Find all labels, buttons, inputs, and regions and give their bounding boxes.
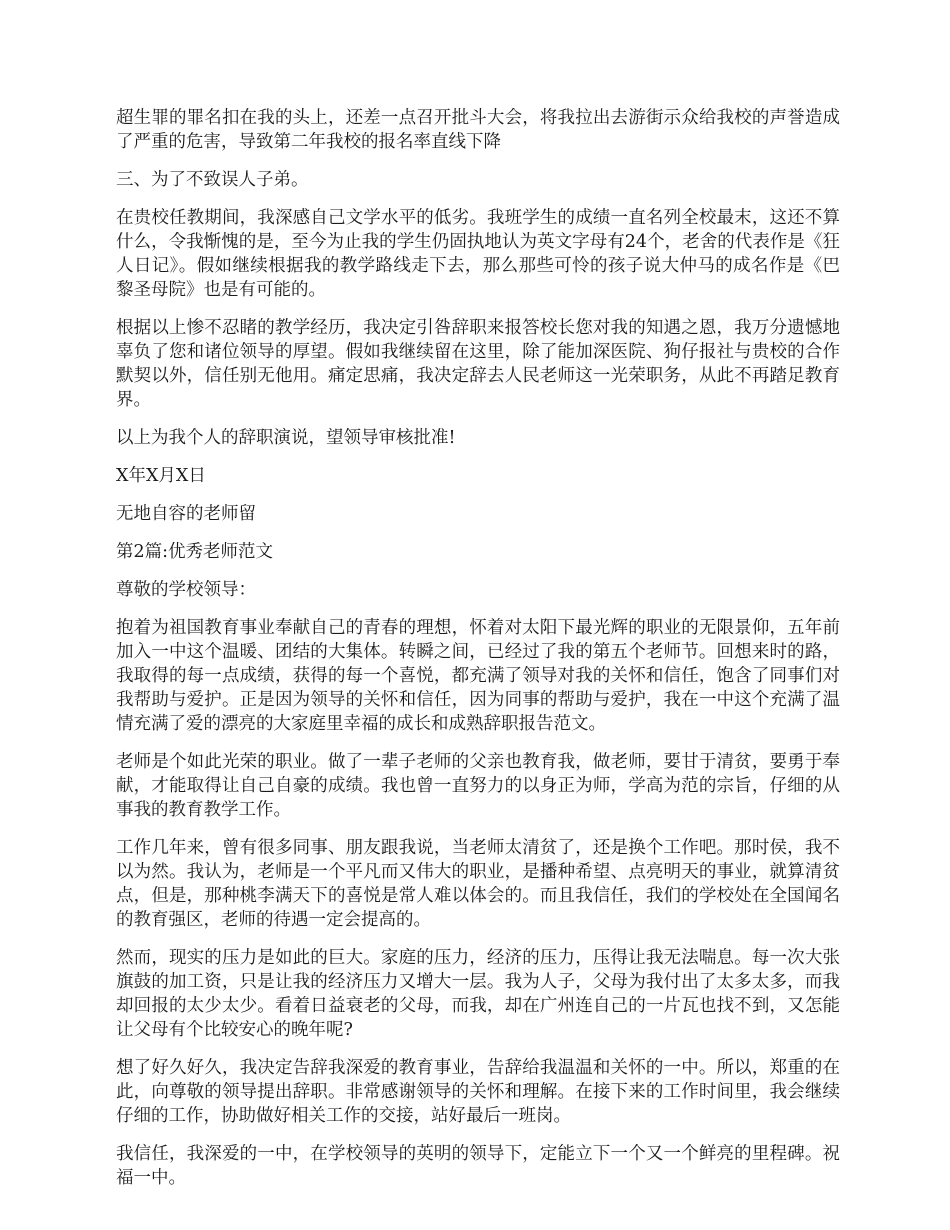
document-body bbox=[116, 106, 840, 1204]
date-line: X年X月X日 bbox=[116, 466, 206, 486]
paragraph: 老师是个如此光荣的职业。做了一辈子老师的父亲也教育我，做老师，要甘于清贫，要勇于奉献，才能取得让自己自豪的成绩。我也曾一直努力的以身正为师，学高为范的宗旨，仔细的从事我的教育教学工作。 bbox=[116, 752, 840, 820]
signature-line: 无地自容的老师留 bbox=[116, 504, 256, 524]
paragraph: 工作几年来，曾有很多同事、朋友跟我说，当老师太清贫了，还是换个工作吧。那时侯，我不以为然。我认为，老师是一个平凡而又伟大的职业，是播种希望、点亮明天的事业，就算清贫点，但是，那种桃李满天下的喜悦是常人难以体会的。而且我信任，我们的学校处在全国闻名的教育强区，老师的待遇一定会提高的。 bbox=[116, 838, 840, 930]
article-title: 第2篇:优秀老师范文 bbox=[116, 542, 274, 562]
paragraph: 在贵校任教期间，我深感自己文学水平的低劣。我班学生的成绩一直名列全校最末，这还不算什么，令我惭愧的是，至今为止我的学生仍固执地认为英文字母有24个，老舍的代表作是《狂人日记》。假如继续根据我的教学路线走下去，那么那些可怜的孩子说大仲马的成名作是《巴黎圣母院》也是有可能的。 bbox=[116, 208, 840, 300]
paragraph: 然而，现实的压力是如此的巨大。家庭的压力，经济的压力，压得让我无法喘息。每一次大张旗鼓的加工资，只是让我的经济压力又增大一层。我为人子，父母为我付出了太多太多，而我却回报的太少太少。看着日益衰老的父母，而我，却在广州连自己的一片瓦也找不到，又怎能让父母有个比较安心的晚年呢? bbox=[116, 948, 840, 1040]
paragraph: 抱着为祖国教育事业奉献自己的青春的理想，怀着对太阳下最光辉的职业的无限景仰，五年前加入一中这个温暖、团结的大集体。转瞬之间，已经过了我的第五个老师节。回想来时的路，我取得的每一点成绩，获得的每一个喜悦，都充满了领导对我的关怀和信任，饱含了同事们对我帮助与爱护。正是因为领导的关怀和信任，因为同事的帮助与爱护，我在一中这个充满了温情充满了爱的漂亮的大家庭里幸福的成长和成熟辞职报告范文。 bbox=[116, 618, 840, 734]
salutation: 尊敬的学校领导： bbox=[116, 580, 256, 600]
paragraph: 我信任，我深爱的一中，在学校领导的英明的领导下，定能立下一个又一个鲜亮的里程碑。祝福一中。 bbox=[116, 1144, 840, 1188]
section-heading: 三、为了不致误人子弟。 bbox=[116, 170, 309, 190]
paragraph: 想了好久好久，我决定告辞我深爱的教育事业，告辞给我温温和关怀的一中。所以，郑重的在此，向尊敬的领导提出辞职。非常感谢领导的关怀和理解。在接下来的工作时间里，我会继续仔细的工作，协助做好相关工作的交接，站好最后一班岗。 bbox=[116, 1058, 840, 1126]
paragraph: 超生罪的罪名扣在我的头上，还差一点召开批斗大会，将我拉出去游街示众给我校的声誉造成了严重的危害，导致第二年我校的报名率直线下降 bbox=[116, 108, 840, 152]
closing-line: 以上为我个人的辞职演说，望领导审核批准! bbox=[116, 428, 456, 448]
paragraph: 根据以上惨不忍睹的教学经历，我决定引咎辞职来报答校长您对我的知遇之恩，我万分遗憾地辜负了您和诸位领导的厚望。假如我继续留在这里，除了能加深医院、狗仔报社与贵校的合作默契以外，信任别无他用。痛定思痛，我决定辞去人民老师这一光荣职务，从此不再踏足教育界。 bbox=[116, 318, 840, 410]
